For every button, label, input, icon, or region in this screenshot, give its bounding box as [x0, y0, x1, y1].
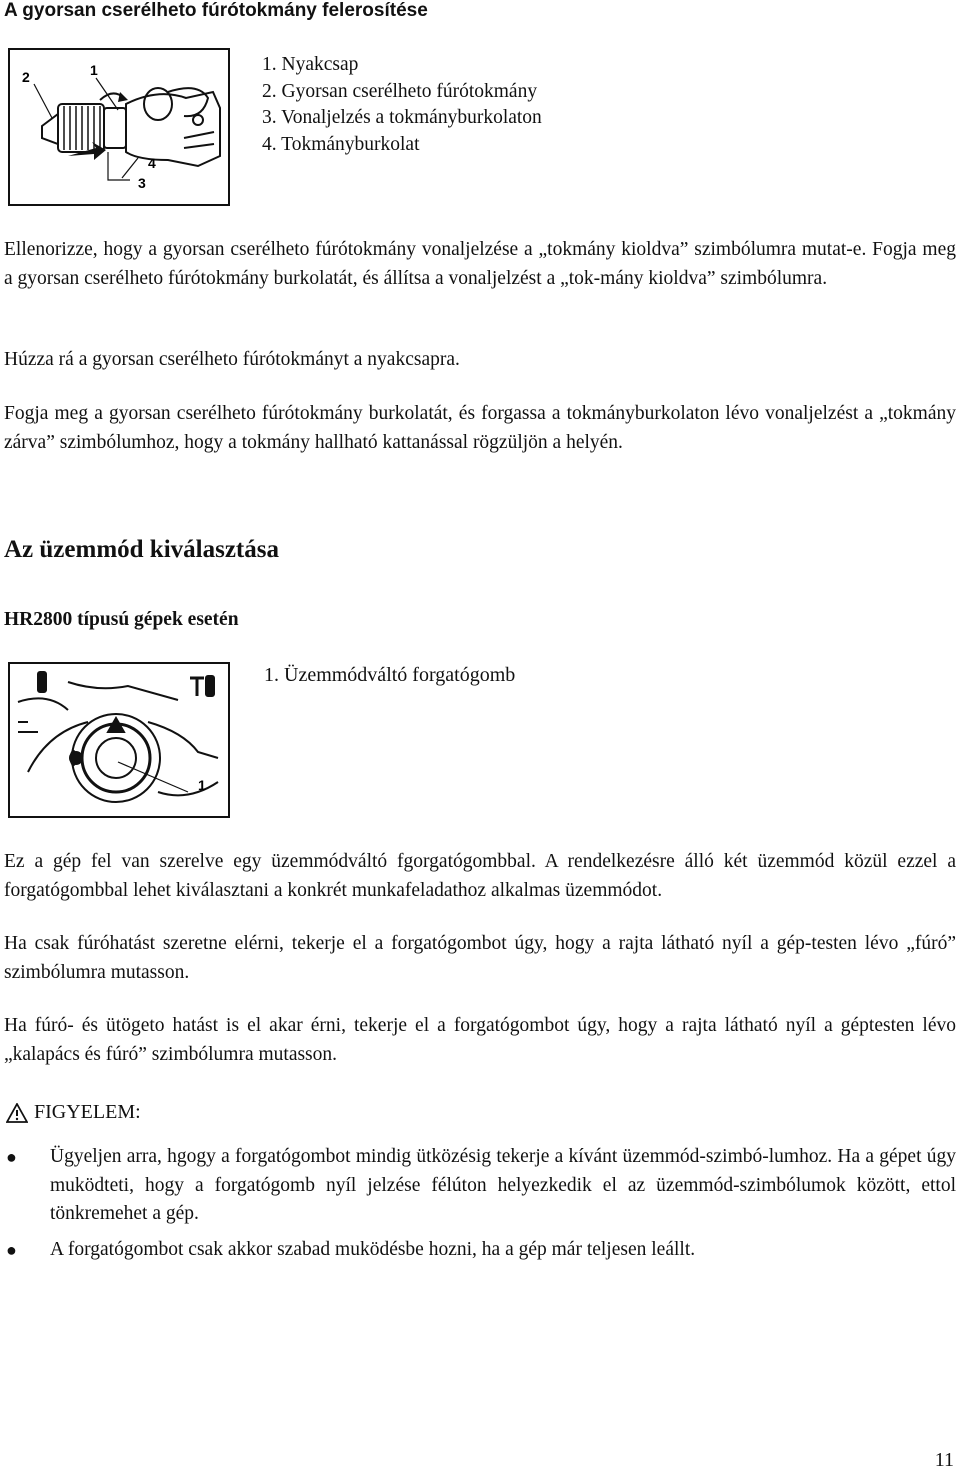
page-number: 11	[934, 1449, 954, 1471]
paragraph: Húzza rá a gyorsan cserélheto fúrótokmányt a nyakcsapra.	[4, 349, 460, 370]
paragraph: Ez a gép fel van szerelve egy üzemmódváltó fgorgatógombbal. A rendelkezésre álló két üzemmód közül ezzel a forgatógombbal lehet kiválasztani a konkrét munkafeladathoz alkalmas üzemmódot.	[4, 851, 956, 901]
paragraph: Ellenorizze, hogy a gyorsan cserélheto fúrótokmány vonaljelzése a „tokmány kioldva” szimbólumra mutat-e. Fogja meg a gyorsan cserélheto fúrótokmány burkolatát, és állítsa a vonaljelzést a „tok-mány kioldva” szimbólumra.	[4, 239, 956, 289]
chuck-figure	[8, 48, 230, 206]
legend-item: 4. Tokmányburkolat	[262, 133, 420, 155]
bullet-icon: ●	[6, 1147, 17, 1167]
paragraph: Ha csak fúróhatást szeretne elérni, tekerje el a forgatógombot úgy, hogy a rajta látható nyíl a gép-testen lévo „fúró” szimbólumra mutasson.	[4, 933, 956, 983]
legend-item: 2. Gyorsan cserélheto fúrótokmány	[262, 80, 538, 102]
chuck-legend	[262, 52, 542, 158]
callout-3: 3	[138, 175, 146, 191]
warning-triangle-icon	[6, 1103, 28, 1123]
callout-1: 1	[198, 777, 206, 793]
callout-4: 4	[148, 155, 156, 171]
mode-legend-item: 1. Üzemmódváltó forgatógomb	[264, 664, 516, 686]
paragraph: Ha fúró- és ütögeto hatást is el akar érni, tekerje el a forgatógombot úgy, hogy a rajta látható nyíl a géptesten lévo „kalapács és fúró” szimbólumra mutasson.	[4, 1015, 956, 1065]
mode-selector-figure	[8, 662, 230, 822]
list-item-text: Ügyeljen arra, hgogy a forgatógombot mindig ütközésig tekerje a kívánt üzemmód-szimbó-lumhoz. Ha a gépet úgy muködteti, hogy a forgatógomb nyíl jelzése félúton helyezkedik el az üzemmód-szimbólumok között, ettol tönkremehet a gép.	[50, 1146, 956, 1224]
legend-item: 3. Vonaljelzés a tokmányburkolaton	[262, 107, 542, 128]
section-title: A gyorsan cserélheto fúrótokmány felerosítése	[4, 0, 428, 21]
warning-label: FIGYELEM:	[34, 1101, 141, 1123]
section-heading: Az üzemmód kiválasztása	[4, 536, 279, 563]
callout-2: 2	[22, 69, 30, 85]
bullet-icon: ●	[6, 1240, 17, 1260]
list-item-text: A forgatógombot csak akkor szabad muködésbe hozni, ha a gép már teljesen leállt.	[50, 1239, 696, 1260]
paragraph: Fogja meg a gyorsan cserélheto fúrótokmány burkolatát, és forgassa a tokmányburkolaton lévo vonaljelzést a „tokmány zárva” szimbólumhoz, hogy a tokmány hallható kattanással rögzüljön a helyén.	[4, 403, 956, 453]
list-item	[4, 1236, 956, 1265]
legend-item: 1. Nyakcsap	[262, 54, 359, 75]
section-subheading: HR2800 típusú gépek esetén	[4, 609, 239, 630]
list-item	[4, 1143, 956, 1229]
callout-1: 1	[90, 62, 98, 78]
warning-heading	[6, 1101, 141, 1124]
